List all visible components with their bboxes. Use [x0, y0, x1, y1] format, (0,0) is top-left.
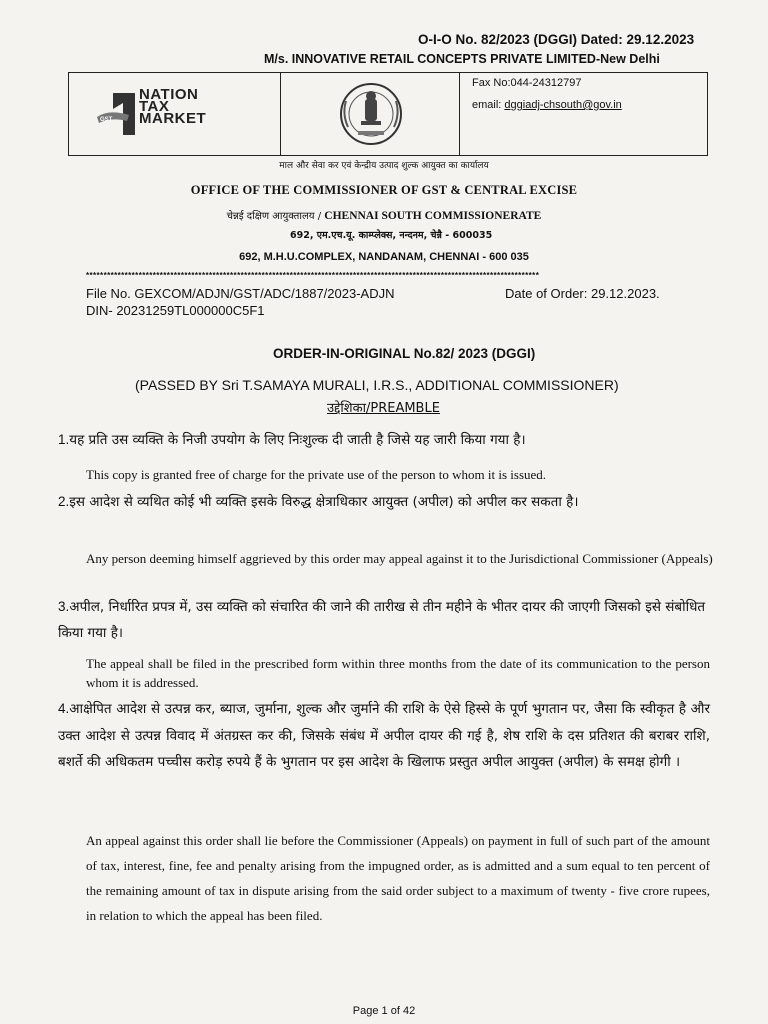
- email-line: [472, 99, 622, 111]
- din-number: DIN- 20231259TL000000C5F1: [86, 303, 265, 318]
- email-link[interactable]: dggiadj-chsouth@gov.in: [504, 99, 622, 111]
- para-hindi-text: इस आदेश से व्यथित कोई भी व्यक्ति इसके विरुद्ध क्षेत्राधिकार आयुक्त (अपील) को अपील कर सकता है।: [69, 494, 579, 510]
- logo-word-tax: TAX: [139, 98, 170, 115]
- para-hindi-text: आक्षेपित आदेश से उत्पन्न कर, ब्याज, जुर्माना, शुल्क और जुर्माने की राशि के ऐसे हिस्से के पूर्ण भुगतान पर, जैसा कि स्वीकृत है और उक्त आदेश से उत्पन्न विवाद में अंतग्रस्त कर की, जिसके संबंध में अपील दायर की गई है, शेष राशि के दस प्रतिशत की बराबर राशि, बशर्ते की अधिकतम पच्चीस करोड़ रुपये हैं के भुगतान पर इस आदेश के खिलाफ प्रस्तुत अपील आयुक्त (अपील) के समक्ष होगी ।: [58, 701, 710, 770]
- logo-word-market: MARKET: [139, 110, 207, 127]
- office-title: OFFICE OF THE COMMISSIONER OF GST & CENTRAL EXCISE: [190, 183, 578, 197]
- party-header: M/s. INNOVATIVE RETAIL CONCEPTS PRIVATE LIMITED-New Delhi: [264, 52, 660, 66]
- address-hindi: 692, एम.एच.यू. काम्प्लेक्स, नन्दनम, चेन्नै - 600035: [290, 230, 493, 241]
- email-label: email:: [472, 99, 505, 111]
- para-number: 2.: [58, 494, 70, 509]
- hindi-department: माल और सेवा कर एवं केन्द्रीय उत्पाद शुल्क आयुक्त का कार्यालय: [279, 161, 489, 171]
- para-2-hindi: [58, 488, 710, 516]
- contact-cell: [460, 73, 707, 155]
- gst-badge: GST: [100, 117, 113, 123]
- para-hindi-text: अपील, निर्धारित प्रपत्र में, उस व्यक्ति को संचारित की जाने की तारीख से तीन महीने के भीतर दायर की जाएगी जिसको इसे संबोधित किया गया है।: [58, 599, 706, 641]
- emblem-cell: [281, 73, 460, 155]
- para-1-hindi: [58, 428, 718, 452]
- passed-by: (PASSED BY Sri T.SAMAYA MURALI, I.R.S., ADDITIONAL COMMISSIONER): [135, 377, 619, 393]
- para-3-english: The appeal shall be filed in the prescribed form within three months from the date of its communication to the person whom it is addressed.: [86, 656, 710, 690]
- oio-header: O-I-O No. 82/2023 (DGGI) Dated: 29.12.2023: [418, 32, 695, 47]
- logo-wordmark: [139, 86, 207, 127]
- letterhead-table: [68, 72, 708, 156]
- date-of-order: Date of Order: 29.12.2023.: [505, 286, 660, 301]
- commissionerate-name: CHENNAI SOUTH COMMISSIONERATE: [324, 210, 542, 222]
- file-number: File No. GEXCOM/ADJN/GST/ADC/1887/2023-ADJN: [86, 286, 395, 301]
- preamble-heading: उद्देशिका/PREAMBLE: [327, 401, 440, 416]
- para-4-hindi: [58, 696, 710, 776]
- para-number: 3.: [58, 599, 70, 614]
- logo-word-nation: NATION: [139, 86, 199, 103]
- cbic-emblem-icon: [336, 81, 406, 147]
- order-title: ORDER-IN-ORIGINAL No.82/ 2023 (DGGI): [273, 346, 536, 361]
- para-2-english: Any person deeming himself aggrieved by this order may appeal against it to the Jurisdictional Commissioner (Appeals): [86, 551, 713, 566]
- separator-stars: *********************************************************************************************************************************: [86, 271, 540, 280]
- para-1-english: This copy is granted free of charge for the private use of the person to whom it is issued.: [86, 467, 547, 482]
- para-3-hindi: [58, 594, 718, 646]
- para-hindi-text: यह प्रति उस व्यक्ति के निजी उपयोग के लिए निःशुल्क दी जाती है जिसे यह जारी किया गया है।: [69, 432, 526, 448]
- page-number: Page 1 of 42: [352, 1005, 416, 1017]
- para-number: 1.: [58, 432, 70, 447]
- commissionerate-line: [0, 205, 768, 229]
- para-4-english: An appeal against this order shall lie before the Commissioner (Appeals) on payment in full of such part of the amount of tax, interest, fine, fee and penalty arising from the impugned order, as is admitted and a sum equal to ten percent of the remaining amount of tax in dispute arising from the said order subject to a maximum of twenty - five crore rupees, in relation to which the appeal has been filed.: [86, 833, 710, 923]
- para-number: 4.: [58, 701, 70, 716]
- logo-cell: [69, 73, 281, 155]
- address-english: 692, M.H.U.COMPLEX, NANDANAM, CHENNAI - 600 035: [239, 251, 529, 263]
- commissionerate-hindi: चेन्नई दक्षिण आयुक्तालय /: [226, 211, 325, 222]
- fax-number: Fax No:044-24312797: [472, 77, 582, 89]
